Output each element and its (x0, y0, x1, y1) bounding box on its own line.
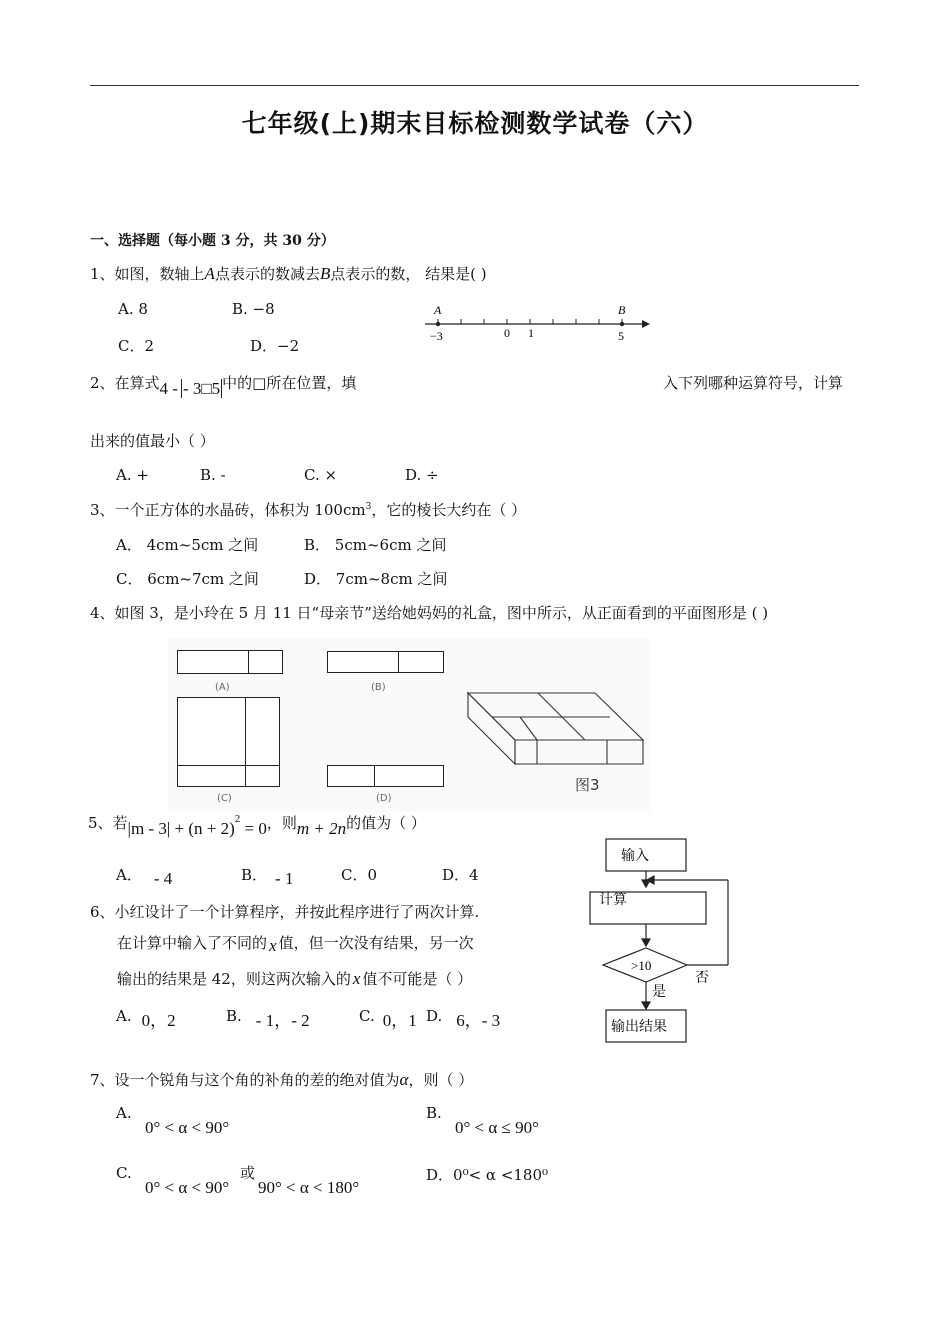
question-7-stem (90, 1069, 473, 1090)
q6-line-1: 6、小红设计了一个计算程序，并按此程序进行了两次计算. (90, 903, 480, 921)
q1-option-b: B. −8 (232, 300, 275, 318)
q6-option-d-label: D. (426, 1007, 443, 1025)
q7-stem-a: 7、设一个锐角与这个角的补角的差的绝对值为 (90, 1071, 400, 1089)
q4-label-b: (B) (371, 682, 386, 693)
q3-option-c: C． 6cm~7cm 之间 (116, 570, 259, 588)
q7-stem-b: ，则（ ） (408, 1071, 474, 1089)
q6-option-b-value: - 1，- 2 (255, 1011, 310, 1030)
q2-expr-a: 4 - (159, 379, 178, 398)
q1-var-a: A (204, 264, 215, 283)
q2-option-a: A. + (116, 466, 149, 484)
q7-option-a-value: 0° < α < 90° (145, 1118, 230, 1137)
q2-option-d: D. ÷ (405, 466, 439, 484)
q4-label-c: (C) (217, 793, 232, 804)
q5-option-b-value: - 1 (275, 869, 294, 888)
q4-figure-d (327, 765, 444, 787)
q6-line-2 (117, 932, 474, 953)
q3-sup: 3 (365, 502, 372, 512)
q3-option-d: D． 7cm~8cm 之间 (304, 570, 448, 588)
flow-compute-label: 计算 (599, 892, 627, 908)
question-4-stem: 4、如图 3，是小玲在 5 月 11 日“母亲节”送给她妈妈的礼盒，图中所示，从正面看到的平面图形是 ( ) (90, 604, 769, 622)
q6-var-x2: x (352, 969, 361, 988)
number-line (420, 300, 650, 345)
q1-option-d: D．−2 (250, 337, 300, 355)
q5-option-c: C．0 (341, 866, 378, 884)
q1-option-a: A. 8 (118, 300, 148, 318)
q1-stem-b: 点表示的数减去 (214, 265, 320, 283)
q6-line-2-a: 在计算中输入了不同的 (117, 934, 268, 952)
q6-option-d (426, 1001, 501, 1030)
q7-option-c-or: 或 (240, 1164, 256, 1182)
flowchart (595, 835, 745, 1047)
flow-output-label: 输出结果 (611, 1019, 667, 1035)
q6-line-2-b: 值，但一次没有结果，另一次 (278, 934, 474, 952)
question-5-stem (88, 812, 426, 838)
flow-condition-label: >10 (631, 958, 652, 973)
q5-stem-c: 的值为（ ） (346, 814, 426, 832)
q6-option-a-value: 0，2 (141, 1011, 176, 1030)
q6-option-b-label: B. (226, 1007, 242, 1025)
q5-option-a (116, 864, 173, 888)
q7-alpha: α (399, 1070, 409, 1089)
question-3-stem (90, 499, 526, 520)
q4-label-d: (D) (376, 793, 392, 804)
q2-option-c: C. × (304, 466, 338, 484)
nl-tick-1: 1 (528, 326, 534, 340)
q7-option-b-label: B. (426, 1104, 442, 1122)
q4-figure-caption: 图3 (575, 776, 600, 794)
q7-option-d: D．0⁰< α <180⁰ (426, 1166, 549, 1184)
q6-line-3-b: 值不可能是（ ） (362, 970, 473, 988)
q6-option-c-value: 0，1 (382, 1011, 417, 1030)
q6-line-3-a: 输出的结果是 42，则这两次输入的 (117, 970, 351, 988)
q2-option-b: B. - (200, 466, 226, 484)
nl-tick-0: 0 (504, 326, 510, 340)
q6-option-b (226, 1001, 310, 1030)
q4-label-a: (A) (215, 682, 230, 693)
q5-option-b-label: B． (241, 866, 268, 884)
q6-option-c (359, 1001, 417, 1030)
question-1-stem (90, 263, 487, 284)
flow-input-label: 输入 (621, 848, 649, 864)
q4-figure-b (327, 651, 444, 673)
q5-stem-a: 5、若 (88, 814, 128, 832)
q1-var-b: B (319, 264, 331, 283)
q2-stem-a: 2、在算式 (90, 374, 160, 392)
q5-option-a-label: A． (116, 866, 142, 884)
nl-tick-5: 5 (618, 329, 624, 343)
q2-stem-b: 中的□所在位置，填 (222, 374, 357, 392)
q6-option-a-label: A. (116, 1007, 132, 1025)
q4-figure-c (177, 697, 280, 787)
q6-var-x: x (269, 936, 277, 955)
q2-stem-d: 出来的值最小（ ） (90, 432, 215, 450)
nl-label-b: B (618, 303, 626, 317)
q4-figure-a (177, 650, 283, 674)
q5-option-d: D．4 (442, 866, 479, 884)
q6-option-c-label: C. (359, 1007, 375, 1025)
q3-option-b: B． 5cm~6cm 之间 (304, 536, 447, 554)
point-b (620, 322, 624, 326)
q7-option-c-value-1: 0° < α < 90° (145, 1178, 230, 1197)
flow-no-label: 否 (695, 970, 709, 986)
page-title: 七年级(上)期末目标检测数学试卷（六） (241, 109, 709, 138)
q7-option-a-label: A. (116, 1104, 132, 1122)
q5-option-a-value: - 4 (153, 869, 173, 888)
q5-expr: |m - 3| + (n + 2) (127, 819, 235, 838)
q7-option-c-value-2: 90° < α < 180° (258, 1178, 360, 1197)
q3-stem-b: ，它的棱长大约在（ ） (371, 501, 527, 519)
q5-equals: = 0 (240, 819, 267, 838)
q5-stem-b: ，则 (266, 814, 297, 832)
header-rule (90, 85, 859, 86)
q6-option-a (116, 1001, 176, 1030)
q2-expr-abs: - 3□5 (182, 379, 221, 398)
nl-label-a: A (434, 303, 442, 317)
q6-option-d-value: 6，- 3 (456, 1011, 501, 1030)
q1-stem-a: 1、如图，数轴上 (90, 265, 205, 283)
q7-option-b-value: 0° < α ≤ 90° (455, 1118, 539, 1137)
q1-option-c: C．2 (118, 337, 155, 355)
q1-stem-c: 点表示的数， 结果是( ) (330, 265, 487, 283)
q6-line-3 (117, 968, 472, 989)
question-2-stem (90, 372, 357, 398)
q3-option-a: A． 4cm~5cm 之间 (116, 536, 259, 554)
q5-square: 2 (234, 813, 241, 825)
q3-stem-a: 3、一个正方体的水晶砖，体积为 100cm (90, 501, 366, 519)
point-a (436, 322, 440, 326)
q5-option-b (241, 864, 294, 888)
gift-box-3d (460, 688, 650, 768)
q2-stem-c: 入下列哪种运算符号，计算 (663, 374, 844, 392)
q7-option-c-label: C. (116, 1164, 132, 1182)
section-heading: 一、选择题（每小题 3 分，共 30 分） (90, 233, 335, 249)
q5-expr2: m + 2n (296, 819, 347, 838)
flow-yes-label: 是 (652, 984, 666, 1000)
nl-tick-neg3: −3 (430, 329, 443, 343)
